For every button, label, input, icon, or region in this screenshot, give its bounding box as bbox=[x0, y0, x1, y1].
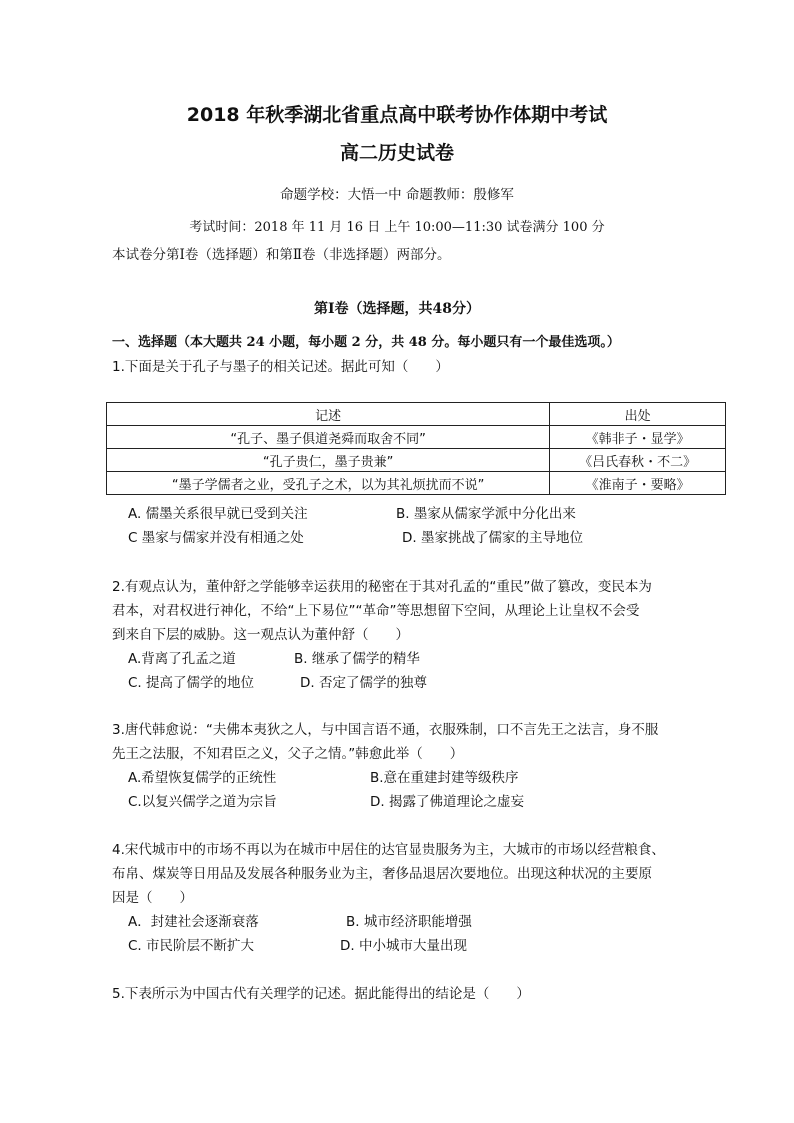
setter-info: 命题学校：大悟一中 命题教师：殷修军 bbox=[280, 187, 514, 203]
section-instruction: 一、选择题（本大题共 24 小题，每小题 2 分，共 48 分。每小题只有一个最佳选项。） bbox=[112, 335, 620, 350]
question-4-option-a: A．封建社会逐渐衰落 bbox=[128, 914, 259, 930]
question-4-stem-line: 因是（ ） bbox=[112, 890, 193, 906]
question-2-option-a: A.背离了孔孟之道 bbox=[128, 651, 236, 667]
section-title: 第Ⅰ卷（选择题，共48分） bbox=[313, 301, 481, 317]
question-4-option-b: B. 城市经济职能增强 bbox=[346, 914, 472, 930]
table-row bbox=[107, 449, 726, 472]
question-3-option-a: A.希望恢复儒学的正统性 bbox=[128, 770, 277, 786]
question-2-option-c: C. 提高了儒学的地位 bbox=[128, 675, 255, 691]
question-2-stem-line: 到来自下层的威胁。这一观点认为董仲舒（ ） bbox=[112, 627, 409, 643]
table-header-source: 出处 bbox=[550, 403, 726, 426]
table-cell-source: 《韩非子・显学》 bbox=[550, 426, 726, 449]
table-cell-source: 《吕氏春秋・不二》 bbox=[550, 449, 726, 472]
question-3-stem-line: 3.唐代韩愈说：“夫佛本夷狄之人，与中国言语不通，衣服殊制，口不言先王之法言，身不服 bbox=[112, 722, 659, 738]
question-3-option-c: C.以复兴儒学之道为宗旨 bbox=[128, 794, 277, 810]
table-row bbox=[107, 426, 726, 449]
exam-subtitle: 高二历史试卷 bbox=[339, 142, 454, 164]
table-cell-record: “孔子、墨子俱道尧舜而取舍不同” bbox=[107, 426, 550, 449]
question-1-option-d: D. 墨家挑战了儒家的主导地位 bbox=[402, 530, 583, 546]
exam-info: 考试时间：2018 年 11 月 16 日 上午 10:00—11:30 试卷满分 100 分 bbox=[189, 220, 605, 235]
exam-title: 2018 年秋季湖北省重点高中联考协作体期中考试 bbox=[186, 104, 608, 126]
question-3-stem-line: 先王之法服，不知君臣之义，父子之情。”韩愈此举（ ） bbox=[112, 746, 464, 762]
table-header-row bbox=[107, 403, 726, 426]
table-header-record: 记述 bbox=[107, 403, 550, 426]
table-cell-source: 《淮南子・要略》 bbox=[550, 472, 726, 495]
question-5-stem: 5.下表所示为中国古代有关理学的记述。据此能得出的结论是（ ） bbox=[112, 986, 530, 1002]
table-row bbox=[107, 472, 726, 495]
table-cell-record: “孔子贵仁，墨子贵兼” bbox=[107, 449, 550, 472]
question-3-option-b: B.意在重建封建等级秩序 bbox=[370, 770, 519, 786]
question-1-source-table bbox=[106, 402, 726, 495]
question-4-stem-line: 布帛、煤炭等日用品及发展各种服务业为主，奢侈品退居次要地位。出现这种状况的主要原 bbox=[112, 866, 652, 882]
table-cell-record: “墨子学儒者之业，受孔子之术，以为其礼烦扰而不说” bbox=[107, 472, 550, 495]
question-1-option-b: B. 墨家从儒家学派中分化出来 bbox=[396, 506, 576, 522]
question-1-option-a: A. 儒墨关系很早就已受到关注 bbox=[128, 506, 308, 522]
question-2-stem-line: 君本，对君权进行神化，不给“上下易位”“革命”等思想留下空间，从理论上让皇权不会受 bbox=[112, 603, 640, 619]
question-4-stem-line: 4.宋代城市中的市场不再以为在城市中居住的达官显贵服务为主，大城市的市场以经营粮食、 bbox=[112, 842, 665, 858]
paper-intro: 本试卷分第Ⅰ卷（选择题）和第Ⅱ卷（非选择题）两部分。 bbox=[112, 247, 451, 263]
question-2-stem-line: 2.有观点认为，董仲舒之学能够幸运获用的秘密在于其对孔孟的“重民”做了篡改，变民本为 bbox=[112, 579, 652, 595]
question-4-option-d: D. 中小城市大量出现 bbox=[340, 938, 467, 954]
question-1-stem: 1.下面是关于孔子与墨子的相关记述。据此可知（ ） bbox=[112, 359, 449, 375]
question-2-option-b: B. 继承了儒学的精华 bbox=[294, 651, 420, 667]
question-2-option-d: D. 否定了儒学的独尊 bbox=[300, 675, 427, 691]
question-1-option-c: C 墨家与儒家并没有相通之处 bbox=[128, 530, 304, 546]
question-4-option-c: C. 市民阶层不断扩大 bbox=[128, 938, 255, 954]
question-3-option-d: D. 揭露了佛道理论之虚妄 bbox=[370, 794, 524, 810]
